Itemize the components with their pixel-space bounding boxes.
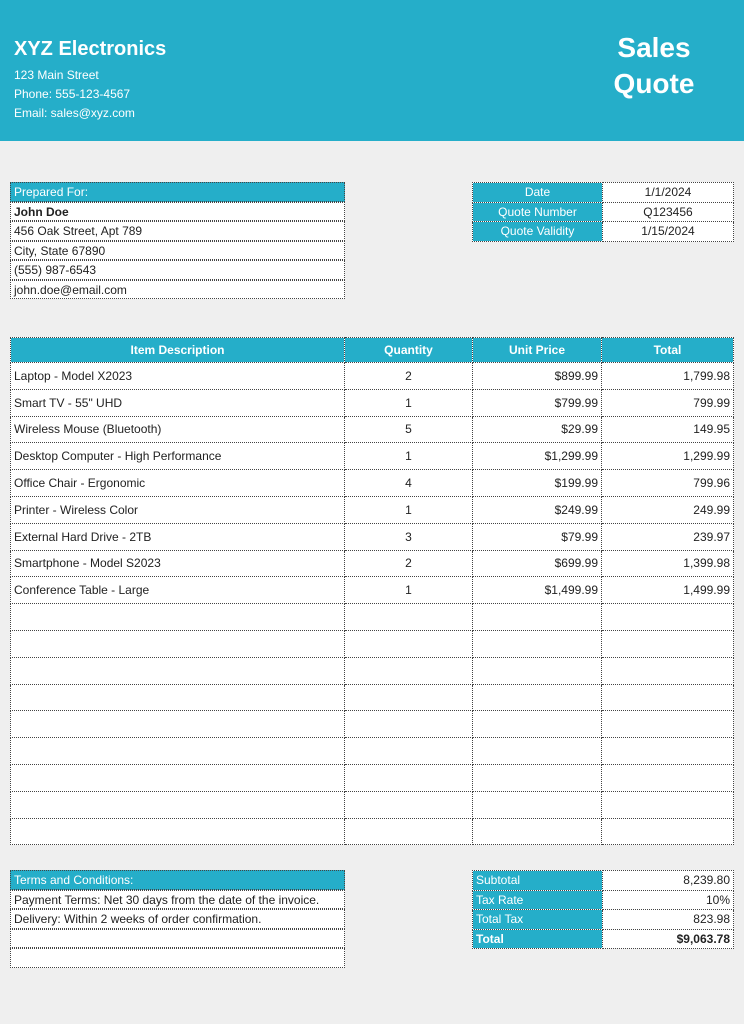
prepared-for-block	[10, 182, 345, 299]
item-total[interactable]: 1,299.99	[602, 443, 734, 470]
item-description[interactable]: Laptop - Model X2023	[11, 363, 345, 390]
prepared-for-label: Prepared For:	[10, 182, 345, 202]
customer-phone[interactable]: (555) 987-6543	[10, 260, 345, 280]
item-quantity[interactable]: 1	[345, 389, 473, 416]
item-unit-price[interactable]	[473, 791, 602, 818]
item-total[interactable]: 1,499.99	[602, 577, 734, 604]
col-header-total: Total	[602, 338, 734, 363]
item-description[interactable]	[11, 738, 345, 765]
customer-email[interactable]: john.doe@email.com	[10, 280, 345, 300]
item-quantity[interactable]	[345, 711, 473, 738]
item-total[interactable]	[602, 764, 734, 791]
terms-block	[10, 870, 345, 968]
item-quantity[interactable]: 1	[345, 577, 473, 604]
item-quantity[interactable]: 4	[345, 470, 473, 497]
item-quantity[interactable]	[345, 818, 473, 845]
item-total[interactable]: 249.99	[602, 496, 734, 523]
table-row	[11, 363, 734, 390]
item-description[interactable]: Smart TV - 55" UHD	[11, 389, 345, 416]
table-row-empty	[11, 711, 734, 738]
meta-label: Date	[473, 183, 603, 203]
items-body	[11, 363, 734, 845]
item-total[interactable]: 239.97	[602, 523, 734, 550]
item-quantity[interactable]	[345, 684, 473, 711]
item-quantity[interactable]	[345, 630, 473, 657]
customer-name[interactable]: John Doe	[10, 202, 345, 222]
col-header-quantity: Quantity	[345, 338, 473, 363]
item-unit-price[interactable]: $799.99	[473, 389, 602, 416]
item-quantity[interactable]: 3	[345, 523, 473, 550]
table-row	[11, 443, 734, 470]
table-row	[11, 470, 734, 497]
table-row	[11, 577, 734, 604]
customer-city[interactable]: City, State 67890	[10, 241, 345, 261]
item-description[interactable]	[11, 657, 345, 684]
item-description[interactable]	[11, 630, 345, 657]
item-total[interactable]	[602, 630, 734, 657]
item-description[interactable]	[11, 604, 345, 631]
document-title-line2: Quote	[613, 68, 695, 99]
item-quantity[interactable]	[345, 657, 473, 684]
item-total[interactable]	[602, 604, 734, 631]
item-unit-price[interactable]	[473, 764, 602, 791]
terms-line-empty[interactable]	[10, 948, 345, 968]
table-row	[11, 496, 734, 523]
item-description[interactable]	[11, 684, 345, 711]
item-total[interactable]: 799.99	[602, 389, 734, 416]
item-total[interactable]: 799.96	[602, 470, 734, 497]
item-quantity[interactable]: 2	[345, 363, 473, 390]
totals-row-total-tax	[473, 910, 734, 930]
meta-row-quote-validity	[473, 222, 734, 242]
terms-line-empty[interactable]	[10, 929, 345, 949]
item-unit-price[interactable]: $29.99	[473, 416, 602, 443]
item-quantity[interactable]	[345, 764, 473, 791]
item-quantity[interactable]: 2	[345, 550, 473, 577]
grand-total-value: $9,063.78	[603, 929, 734, 949]
item-unit-price[interactable]	[473, 604, 602, 631]
item-unit-price[interactable]: $1,499.99	[473, 577, 602, 604]
item-total[interactable]	[602, 657, 734, 684]
company-phone: Phone: 555-123-4567	[14, 87, 131, 101]
meta-row-quote-number	[473, 202, 734, 222]
document-title	[604, 30, 704, 102]
totals-table	[472, 870, 734, 949]
table-row-empty	[11, 657, 734, 684]
item-unit-price[interactable]: $79.99	[473, 523, 602, 550]
totals-label: Tax Rate	[473, 890, 603, 910]
item-quantity[interactable]: 5	[345, 416, 473, 443]
totals-value: 8,239.80	[603, 871, 734, 891]
item-unit-price[interactable]: $1,299.99	[473, 443, 602, 470]
item-unit-price[interactable]: $699.99	[473, 550, 602, 577]
totals-value[interactable]: 10%	[603, 890, 734, 910]
item-total[interactable]: 1,399.98	[602, 550, 734, 577]
item-description[interactable]: Printer - Wireless Color	[11, 496, 345, 523]
item-total[interactable]	[602, 818, 734, 845]
table-row-empty	[11, 764, 734, 791]
item-description[interactable]: Office Chair - Ergonomic	[11, 470, 345, 497]
terms-line[interactable]: Payment Terms: Net 30 days from the date of the invoice.	[10, 890, 345, 910]
item-quantity[interactable]: 1	[345, 443, 473, 470]
item-unit-price[interactable]: $249.99	[473, 496, 602, 523]
meta-value[interactable]: 1/15/2024	[603, 222, 734, 242]
company-email: Email: sales@xyz.com	[14, 106, 135, 120]
quote-meta-table	[472, 182, 734, 242]
item-total[interactable]	[602, 711, 734, 738]
meta-label: Quote Number	[473, 202, 603, 222]
table-row-empty	[11, 738, 734, 765]
totals-row-tax-rate	[473, 890, 734, 910]
totals-label: Total Tax	[473, 910, 603, 930]
item-unit-price[interactable]: $199.99	[473, 470, 602, 497]
table-row	[11, 550, 734, 577]
item-description[interactable]	[11, 818, 345, 845]
item-unit-price[interactable]: $899.99	[473, 363, 602, 390]
table-row	[11, 523, 734, 550]
item-description[interactable]: Smartphone - Model S2023	[11, 550, 345, 577]
item-unit-price[interactable]	[473, 711, 602, 738]
item-description[interactable]: Conference Table - Large	[11, 577, 345, 604]
item-description[interactable]: Desktop Computer - High Performance	[11, 443, 345, 470]
items-table	[10, 337, 734, 845]
col-header-unit-price: Unit Price	[473, 338, 602, 363]
terms-label: Terms and Conditions:	[10, 870, 345, 890]
item-unit-price[interactable]	[473, 738, 602, 765]
items-header-row	[11, 338, 734, 363]
company-address: 123 Main Street	[14, 68, 99, 82]
item-total[interactable]	[602, 791, 734, 818]
header-banner	[0, 0, 744, 141]
document-title-line1: Sales	[617, 32, 691, 63]
table-row-empty	[11, 684, 734, 711]
table-row	[11, 416, 734, 443]
item-unit-price[interactable]	[473, 684, 602, 711]
item-total[interactable]	[602, 738, 734, 765]
item-total[interactable]	[602, 684, 734, 711]
item-unit-price[interactable]	[473, 818, 602, 845]
totals-label: Total	[473, 929, 603, 949]
table-row-empty	[11, 630, 734, 657]
item-description[interactable]	[11, 764, 345, 791]
totals-row-subtotal	[473, 871, 734, 891]
item-total[interactable]: 149.95	[602, 416, 734, 443]
meta-value[interactable]: Q123456	[603, 202, 734, 222]
item-quantity[interactable]: 1	[345, 496, 473, 523]
table-row	[11, 389, 734, 416]
item-unit-price[interactable]	[473, 630, 602, 657]
customer-street[interactable]: 456 Oak Street, Apt 789	[10, 221, 345, 241]
item-total[interactable]: 1,799.98	[602, 363, 734, 390]
item-quantity[interactable]	[345, 791, 473, 818]
item-quantity[interactable]	[345, 738, 473, 765]
meta-value[interactable]: 1/1/2024	[603, 183, 734, 203]
table-row-empty	[11, 791, 734, 818]
item-description[interactable]: Wireless Mouse (Bluetooth)	[11, 416, 345, 443]
item-description[interactable]	[11, 711, 345, 738]
totals-label: Subtotal	[473, 871, 603, 891]
table-row-empty	[11, 604, 734, 631]
item-description[interactable]	[11, 791, 345, 818]
totals-value: 823.98	[603, 910, 734, 930]
table-row-empty	[11, 818, 734, 845]
meta-label: Quote Validity	[473, 222, 603, 242]
item-description[interactable]: External Hard Drive - 2TB	[11, 523, 345, 550]
item-quantity[interactable]	[345, 604, 473, 631]
totals-row-grand-total	[473, 929, 734, 949]
company-name: XYZ Electronics	[14, 38, 167, 60]
item-unit-price[interactable]	[473, 657, 602, 684]
meta-row-date	[473, 183, 734, 203]
col-header-description: Item Description	[11, 338, 345, 363]
terms-line[interactable]: Delivery: Within 2 weeks of order confirmation.	[10, 909, 345, 929]
